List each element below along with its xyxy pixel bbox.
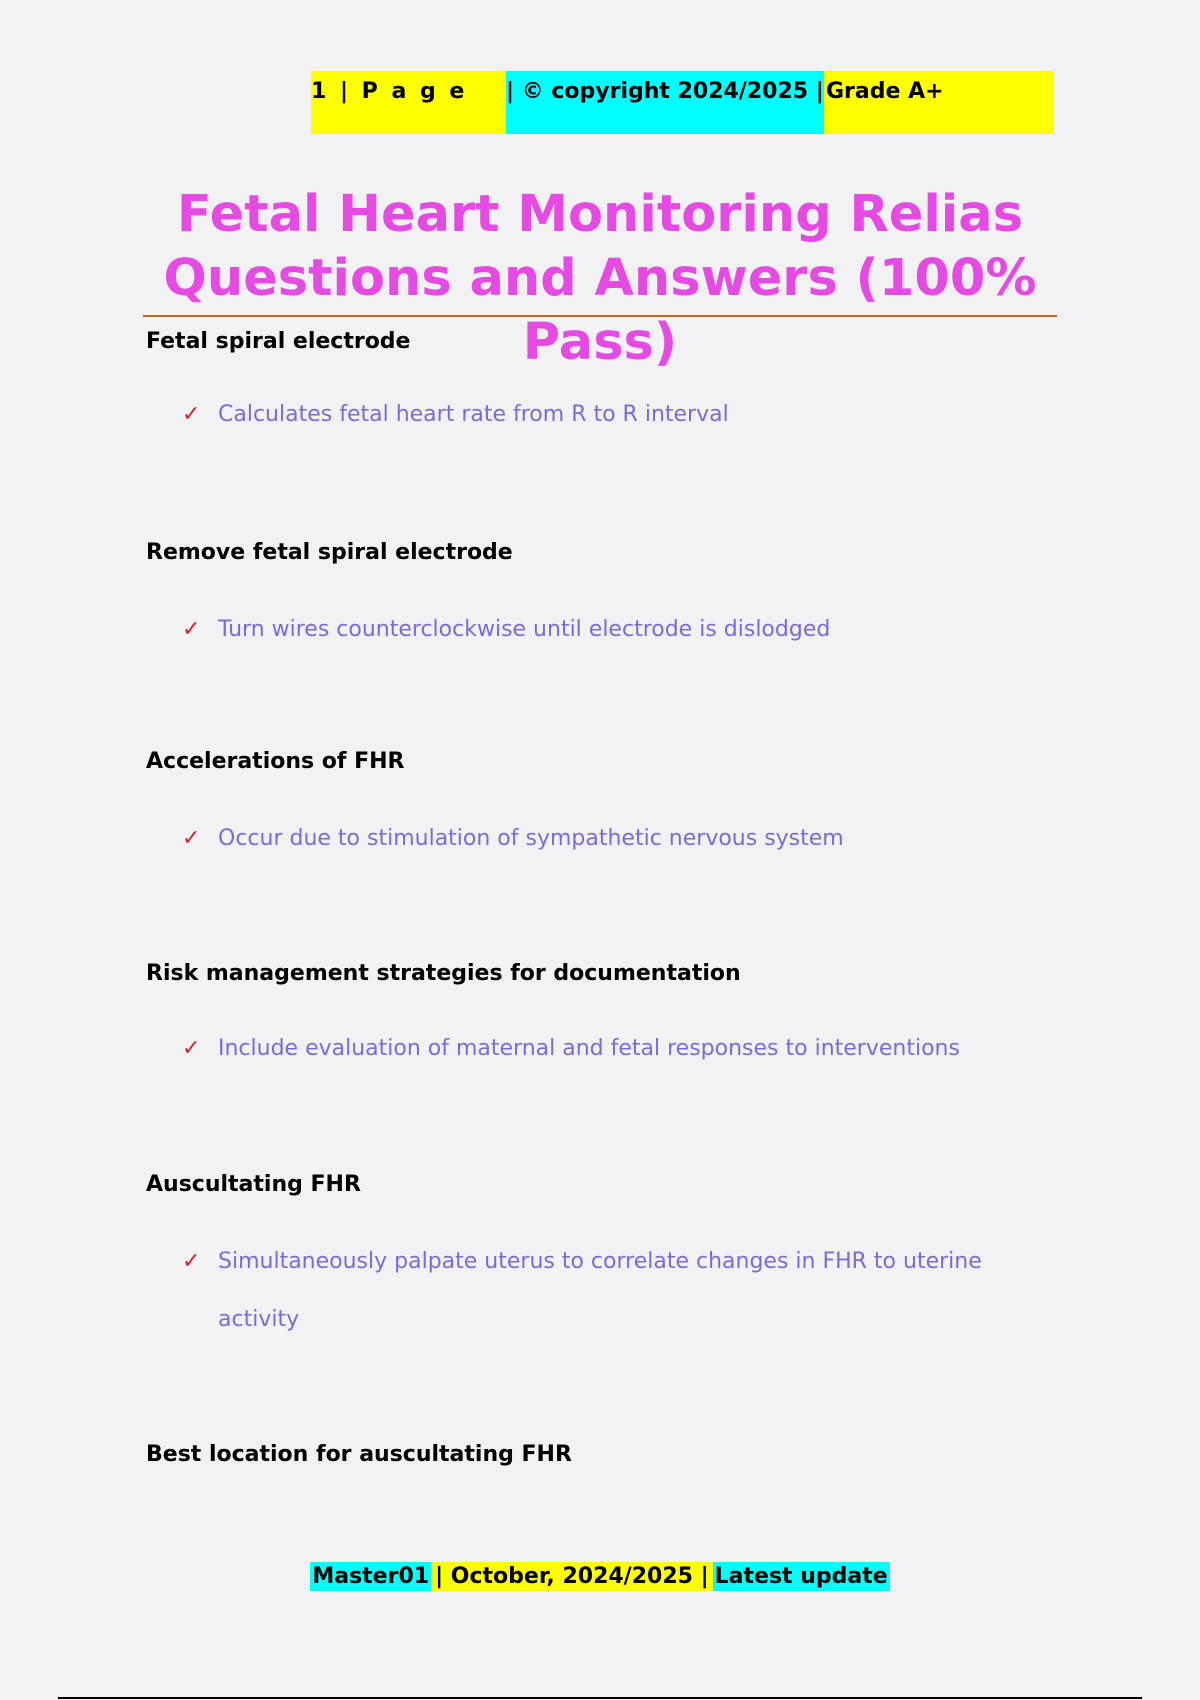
title-line-1: Fetal Heart Monitoring Relias [176,185,1024,244]
check-icon: ✓ [182,617,201,642]
qa-item [146,328,1046,444]
page-header [311,71,1054,134]
answer-text: Calculates fetal heart rate from R to R interval [218,402,729,427]
qa-item [146,1171,1046,1349]
page-bottom-rule [58,1697,1142,1699]
question-text: Best location for auscultating FHR [146,1442,572,1467]
title-line-2: Questions and Answers (100% Pass) [163,249,1037,372]
answer-text-block [146,810,1046,868]
answer-text-block [146,386,1046,444]
check-icon: ✓ [182,826,201,851]
qa-item [146,1441,1046,1469]
footer-date: | October, 2024/2025 | [431,1562,713,1591]
answer-text: Occur due to stimulation of sympathetic nervous system [218,826,844,851]
question-text: Risk management strategies for documentation [146,961,741,986]
page-footer [0,1564,1200,1589]
answer-text-block [146,1233,1028,1349]
question-text: Remove fetal spiral electrode [146,540,513,565]
footer-author: Master01 [312,1564,430,1589]
check-icon: ✓ [182,1036,201,1061]
footer-update: Latest update [714,1564,888,1589]
check-icon: ✓ [182,1249,201,1274]
copyright-notice: | © copyright 2024/2025 | [506,71,824,134]
question-text: Accelerations of FHR [146,749,405,774]
question-text: Fetal spiral electrode [146,329,411,354]
question-text: Auscultating FHR [146,1172,361,1197]
answer-text: Include evaluation of maternal and fetal responses to interventions [218,1036,960,1061]
answer-text-block [146,601,1046,659]
page-number: 1 | P a g e [311,71,506,134]
answer-text: Turn wires counterclockwise until electrode is dislodged [218,617,831,642]
title-divider [143,315,1057,317]
qa-item [146,748,1046,868]
answer-text-block [146,1020,1046,1078]
check-icon: ✓ [182,402,201,427]
qa-item [146,960,1046,1078]
qa-item [146,539,1046,659]
grade-label: Grade A+ [824,71,1054,134]
answer-text: Simultaneously palpate uterus to correlate changes in FHR to uterine activity [218,1249,982,1332]
